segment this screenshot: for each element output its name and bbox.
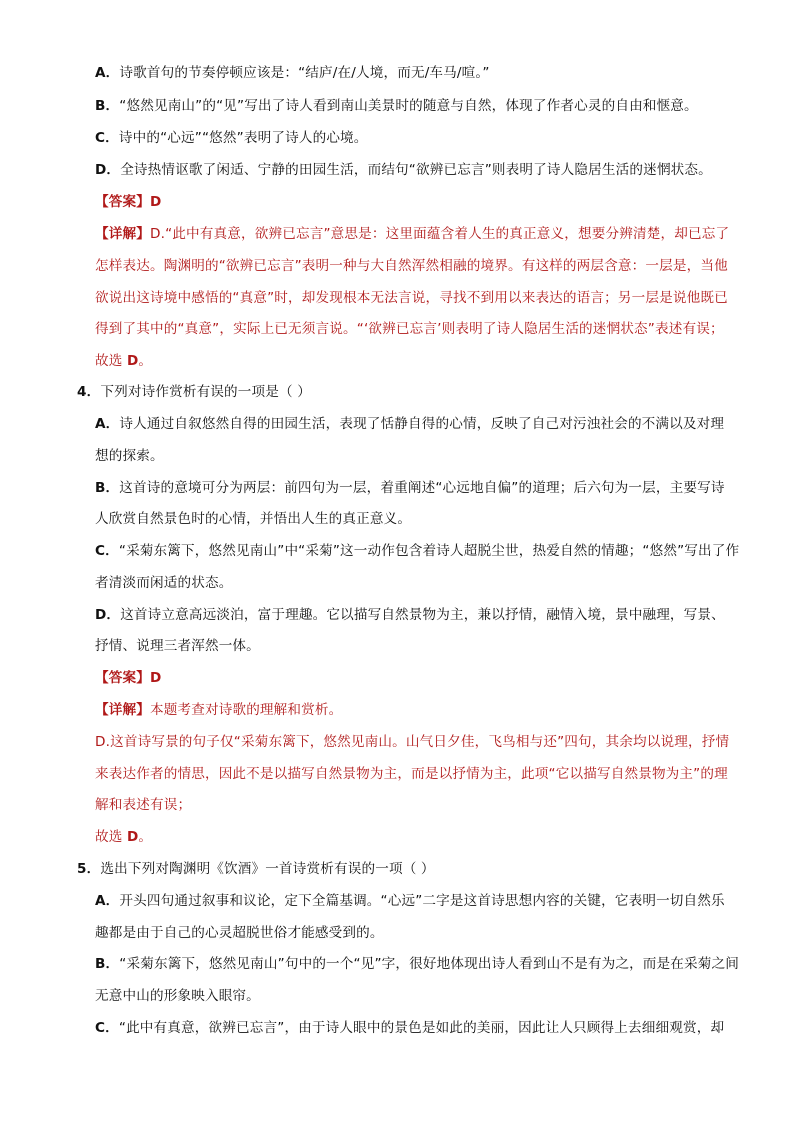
q4-detail-line-3: 解和表述有误； [95, 797, 192, 813]
conclusion-suffix: 。 [138, 829, 153, 845]
q4-option-a-cont: 想的探索。 [95, 448, 164, 464]
conclusion-suffix: 。 [138, 353, 153, 369]
option-label: A． [95, 65, 120, 81]
question-number: 5． [77, 861, 101, 877]
option-text: “采菊东篱下，悠然见南山”中“采菊”这一动作包含着诗人超脱尘世，热爱自然的情趣；“悠然”写出了作 [118, 543, 740, 559]
q5-option-b-cont: 无意中山的形象映入眼帘。 [95, 988, 260, 1004]
option-label: A． [95, 893, 120, 909]
q4-answer [95, 669, 161, 687]
option-label: C． [95, 130, 119, 146]
option-label: B． [95, 480, 120, 496]
q3-option-c [95, 129, 368, 147]
q4-option-a [95, 415, 724, 433]
q3-option-d [95, 161, 712, 179]
answer-tag: 【答案】 [95, 670, 150, 686]
question-text: 下列对诗作赏析有误的一项是（ ） [100, 384, 311, 400]
option-text: 这首诗立意高远淡泊，富于理趣。它以描写自然景物为主，兼以抒情，融情入境，景中融理，写景、 [120, 607, 725, 623]
option-text: 诗人通过自叙悠然自得的田园生活，表现了恬静自得的心情，反映了自己对污浊社会的不满以及对理 [119, 416, 725, 432]
conclusion-letter: D [126, 353, 139, 369]
q4-stem [77, 383, 311, 401]
option-text: 全诗热情讴歌了闲适、宁静的田园生活，而结句“欲辨已忘言”则表明了诗人隐居生活的迷惘状态。 [120, 162, 712, 178]
q4-option-d [95, 606, 725, 624]
q3-option-b [95, 97, 698, 115]
answer-value: D [149, 194, 162, 210]
question-number: 4． [77, 384, 101, 400]
q3-detail-line-3: 欲说出这诗境中感悟的“真意”时，却发现根本无法言说，寻找不到用以来表达的语言；另一层是说他既已 [95, 290, 728, 306]
q3-conclusion [95, 352, 152, 370]
q5-option-c [95, 1019, 724, 1037]
q3-option-a [95, 64, 490, 82]
option-label: D． [95, 607, 121, 623]
q5-option-a-cont: 趣都是由于自己的心灵超脱世俗才能感受到的。 [95, 925, 384, 941]
conclusion-prefix: 故选 [95, 829, 127, 845]
answer-value: D [149, 670, 162, 686]
conclusion-letter: D [126, 829, 139, 845]
detail-text: 本题考查对诗歌的理解和赏析。 [149, 702, 343, 718]
q3-detail-line-4: 得到了其中的“真意”，实际上已无须言说。“‘欲辨已忘言’则表明了诗人隐居生活的迷惘状态”表述有误； [95, 321, 724, 337]
answer-tag: 【答案】 [95, 194, 150, 210]
option-text: 这首诗的意境可分为两层：前四句为一层，着重阐述“心远地自偏”的道理；后六句为一层，主要写诗 [119, 480, 725, 496]
conclusion-prefix: 故选 [95, 353, 127, 369]
option-text: “悠然见南山”的“见”写出了诗人看到南山美景时的随意与自然，体现了作者心灵的自由和惬意。 [119, 98, 698, 114]
option-label: B． [95, 956, 120, 972]
q4-option-b [95, 479, 725, 497]
option-text: “此中有真意，欲辨已忘言”，由于诗人眼中的景色是如此的美丽，因此让人只顾得上去细细观赏，却 [118, 1020, 725, 1036]
detail-tag: 【详解】 [95, 702, 150, 718]
detail-text: D.“此中有真意，欲辨已忘言”意思是：这里面蕴含着人生的真正意义，想要分辨清楚，却已忘了 [149, 226, 730, 242]
q4-option-c [95, 542, 739, 560]
option-text: 诗歌首句的节奏停顿应该是：“结庐/在/人境，而无/车马/喧。” [119, 65, 490, 81]
option-label: C． [95, 1020, 119, 1036]
q4-option-c-cont: 者清淡而闲适的状态。 [95, 575, 233, 591]
q5-option-b [95, 955, 739, 973]
q4-option-b-cont: 人欣赏自然景色时的心情，并悟出人生的真正意义。 [95, 511, 412, 527]
option-label: C． [95, 543, 119, 559]
option-text: 诗中的“心远”“悠然”表明了诗人的心境。 [118, 130, 368, 146]
q5-option-a [95, 892, 725, 910]
q3-answer [95, 193, 161, 211]
q3-detail-line-2: 怎样表达。陶渊明的“欲辨已忘言”表明一种与大自然浑然相融的境界。有这样的两层含意：一层是，当他 [95, 258, 728, 274]
option-label: D． [95, 162, 121, 178]
question-text: 选出下列对陶渊明《饮酒》一首诗赏析有误的一项（ ） [100, 861, 435, 877]
q3-detail-line-1 [95, 225, 729, 243]
q4-detail-line-1: D.这首诗写景的句子仅“采菊东篱下，悠然见南山。山气日夕佳，飞鸟相与还”四句，其余均以说理，抒情 [95, 734, 730, 750]
q4-option-d-cont: 抒情、说理三者浑然一体。 [95, 638, 260, 654]
q4-conclusion [95, 828, 152, 846]
option-label: B． [95, 98, 120, 114]
option-text: “采菊东篱下，悠然见南山”句中的一个“见”字，很好地体现出诗人看到山不是有为之，而是在采菊之间 [119, 956, 740, 972]
q4-detail-line-2: 来表达作者的情思，因此不是以描写自然景物为主，而是以抒情为主，此项“它以描写自然景物为主”的理 [95, 766, 728, 782]
detail-tag: 【详解】 [95, 226, 150, 242]
option-label: A． [95, 416, 120, 432]
option-text: 开头四句通过叙事和议论，定下全篇基调。“心远”二字是这首诗思想内容的关键，它表明一切自然乐 [119, 893, 725, 909]
q5-stem [77, 860, 435, 878]
q4-detail-intro [95, 701, 342, 719]
